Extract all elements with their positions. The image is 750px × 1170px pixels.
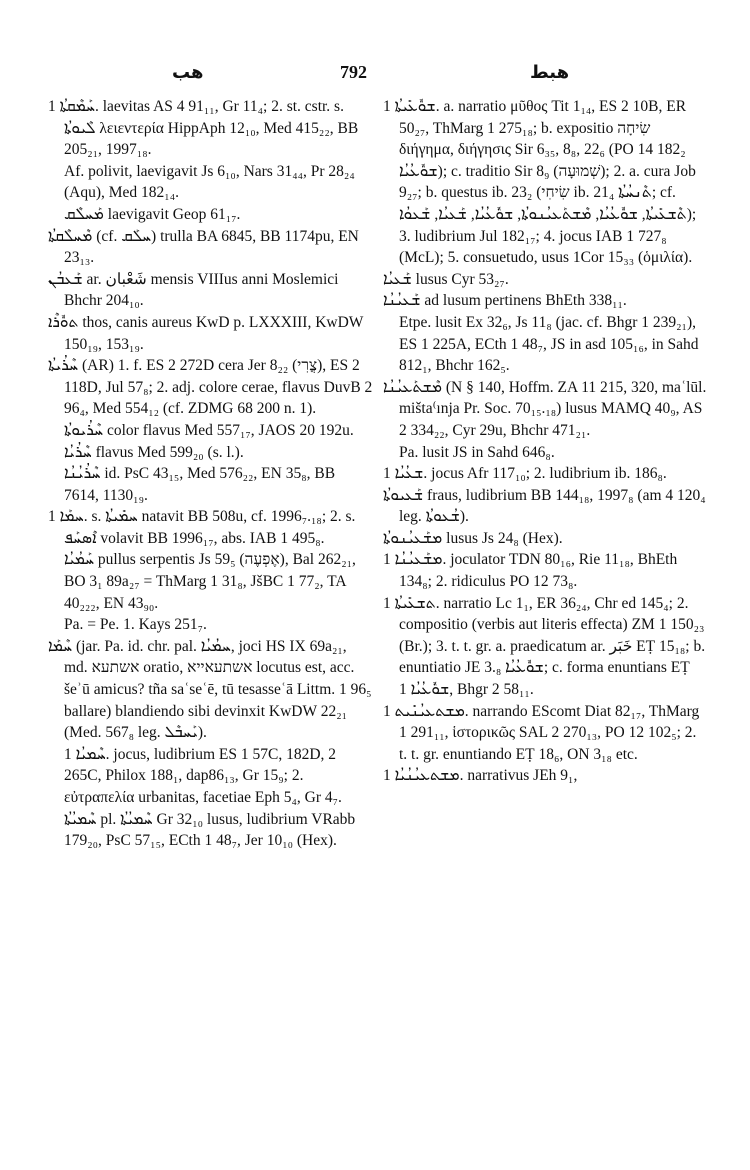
left-column (48, 96, 373, 852)
lexicon-entry: ܫܰܥܝܘܬܳܐ fraus, ludibrium BB 144₁₈, 1997₈ (am 4 120₄ leg. ܫܳܥܘܬܳܐ). (383, 486, 706, 526)
right-column (383, 96, 708, 787)
lexicon-entry: ܫܰܥܝܳܢܳܐ ad lusum pertinens BhEth 338₁₁. (383, 292, 627, 310)
lexicon-entry: Af. polivit, laevigavit Js 6₁₀, Nars 31₄₄, Pr 28₂₄ (Aqu), Med 182₁₄. (64, 162, 355, 202)
lexicon-entry: Pa. lusit JS in Sahd 646₈. (399, 443, 555, 461)
lexicon-entry: ܚܶܡܝܳܐ 1. jocus, ludibrium ES 1 57C, 182D, 2 265C, Philox 188₁, dap86₁₃, Gr 15₉; 2. εὐτραπελία urbanitas, facetiae Eph 5₄, Gr 4₇. (64, 745, 342, 806)
lexicon-entry: ܚܶܪܳܝܳܢܳܐ id. PsC 43₁₅, Med 576₂₂, EN 35₈, BB 7614, 1130₁₉. (64, 465, 336, 504)
lexicon-entry: ܫܥܳܝܳܐ 1. jocus Afr 117₁₀; 2. ludibrium ib. 186₈. (383, 465, 667, 483)
lexicon-entry: ܬܘܽܪܶܐ thos, canis aureus KwD p. LXXXIII, KwDW 150₁₉, 153₁₉. (48, 313, 364, 353)
lexicon-entry: ܫܰܥܝܳܐ lusus Cyr 53₂₇. (383, 270, 509, 288)
running-head-left: ﻫﺐ (172, 62, 204, 83)
lexicon-entry: ܚܶܪܳܝܳܐ flavus Med 599₂₀ (s. l.). (64, 443, 244, 461)
lexicon-entry: ܡܶܫܬܰܥܝܳܢܳܐ (N § 140, Hoffm. ZA 11 215, 320, maʿlūl. mišta⁽ınja Pr. Soc. 70₁₅.₁₈) lusus MAMQ 40₉, AS 2 334₂₂, Cyr 29u, Bhchr 471₂₁. (383, 378, 707, 439)
lexicon-entry: ܚܡܰܐ 1. s. ܚܡܺܝܬܳܐ natavit BB 508u, cf. 1996₇.₁₈; 2. s. ܐܶܣܚܰܦ volavit BB 1996₁₇, abs. IAB 1 495₈. (48, 508, 356, 547)
lexicon-entry: ܫܰܥܒܳܢ ar. شَعْبان mensis VIIIus anni Moslemici Bhchr 204₁₀. (48, 270, 339, 310)
lexicon-entry: ܚܶܡܝܳܬܳܐ pl. ܚܶܡܝܳܬܳܐ Gr 32₁₀ lusus, ludibrium VRabb 179₂₀, PsC 57₁₅, ECth 1 48₇, Jer 10₁₀ (Hex). (64, 810, 356, 850)
lexicon-entry: Pa. = Pe. 1. Kays 251₇. (64, 616, 207, 634)
lexicon-entry: ܫܘܽܥܺܝܬܳܐ 1. a. narratio μῦθος Tit 1₁₄, ES 2 10B, ER 50₂₇, ThMarg 1 275₁₈; b. expositio שִׂיחָה διήγημα, διήγησις Sir 6₃₅, 8₈, 22₆ (PO 14 182₂ ܫܘܽܥܳܝܳܐ); c. traditio Sir 8₉ (שְׁמוּעָה); 2. a. cura Job 9₂₇; b. questus ib. 23₂ (שִׂיחִי ib. 21₄ ܬܶܢܚܳܬܳܐ; cf. ܬܶܫܥܺܝܬܳܐ, ܫܘܽܥܳܝܳܐ, ܡܶܫܬܰܥܝܳܢܘܬܳܐ, ܫܘܽܥܳܝܳܐ, ܫܰܥܝܳܐ, ܫܰܥܘܳܐ); 3. ludibrium Jul 182₁₇; 4. jocus IAB 1 727₈ (McL); 5. consuetudo, usus 1Cor 15₃₃ (ὁμιλία). (383, 98, 697, 267)
lexicon-entry: ܡܶܚܠܶܩܬܳܐ (cf. ܚܠܰܩ) trulla BA 6845, BB 1174pu, EN 23₁₃. (48, 227, 359, 267)
lexicon-entry: ܚܰܡܳܝܳܐ pullus serpentis Js 59₅ (אֶפְעֶה), Bal 262₂₁, BO 3₁ 89a₂₇ = ThMarg 1 31₈, JšBC 1 77₂, TA 40₂₂₂, EN 43₉₀. (64, 551, 356, 612)
lexicon-entry: ܡܫܬܥܝܳܢܺܝܬ 1. narrando EScomt Diat 82₁₇, ThMarg 1 291₁₁, ἱστορικῶς SAL 2 270₁₃, PO 12 102₅; 2. t. t. gr. enuntiando EṬ 18₆, ON 3₁₈ etc. (383, 702, 700, 763)
lexicon-entry: ܬܫܥܺܝܬܳܐ 1. narratio Lc 1₁, ER 36₂₄, Chr ed 145₄; 2. compositio (verbis aut literis effecta) ZM 1 150₂₃ (Br.); 3. t. t. gr. a. praedicatum ar. خَبَر EṬ 15₁₈; b. enuntiatio JE ܫܘܽܥܳܝܳܐ 3.₈; c. forma enuntians EṬ ܫܘܽܥܳܝܳܐ 1, Bhgr 2 58₁₁. (383, 594, 706, 699)
lexicon-entry: Etpe. lusit Ex 32₆, Js 11₈ (jac. cf. Bhgr 1 239₂₁), ES 1 225A, ECth 1 48₇, JS in asd 105₁₆, in Sahd 812₁, Bhchr 162₅. (399, 313, 699, 375)
page-number: 792 (340, 62, 367, 82)
lexicon-entry: ܚܶܪܳܝܬܳܐ (AR) 1. f. ES 2 272D cera Jer 8₂₂ (צֳרִי), ES 2 118D, Jul 57₈; 2. adj. colore cerae, flavus DuvB 2 96₄, Med 554₁₂ (cf. ZDMG 68 200 n. 1). (48, 357, 373, 418)
lexicon-entry: ܡܫܰܥܝܳܢܘܬܳܐ lusus Js 24₈ (Hex). (383, 529, 563, 547)
lexicon-entry: ܚܶܪܳܝܘܬܳܐ color flavus Med 557₁₇, JAOS 20 192u. (64, 421, 354, 439)
lexicon-entry: ܚܶܡܰܐ (jar. Pa. id. chr. pal. ܚܡܳܝܳܐ, joci HS IX 69a₂₁, md. אשתעא oratio, אשתעאייא locutus est, acc. šeʾū amicus? tña saʿseʿē, tū tesasseʿā Littm. 1 96₅ ballare) blandiendo sibi devinxit KwDW 22₂₁ (Med. 567₈ leg. ܝܰܚܒܶܠ). (48, 637, 372, 742)
lexicon-entry: ܡܰܚܠܶܩ laevigavit Geop 61₁₇. (64, 205, 241, 223)
lexicon-entry: ܡܫܬܥܝܳܢܳܝܳܐ 1. narrativus JEh 9₁, (383, 767, 578, 785)
lexicon-entry: ܡܫܰܥܝܳܢܳܐ 1. joculator TDN 80₁₆, Rie 11₁₈, BhEth 134₈; 2. ridiculus PO 12 73₈. (383, 551, 678, 591)
running-head-right: ﻫﺒﻂ (530, 62, 570, 83)
lexicon-entry: ܚܰܡܶܩܬܳܐ 1. laevitas AS 4 91₁₁, Gr 11₄; 2. st. cstr. s. ܠܶܝܘܬܳܐ λειεντερία HippAph 12₁₀, Med 415₂₂, BB 205₂₁, 1997₁₈. (48, 98, 359, 159)
